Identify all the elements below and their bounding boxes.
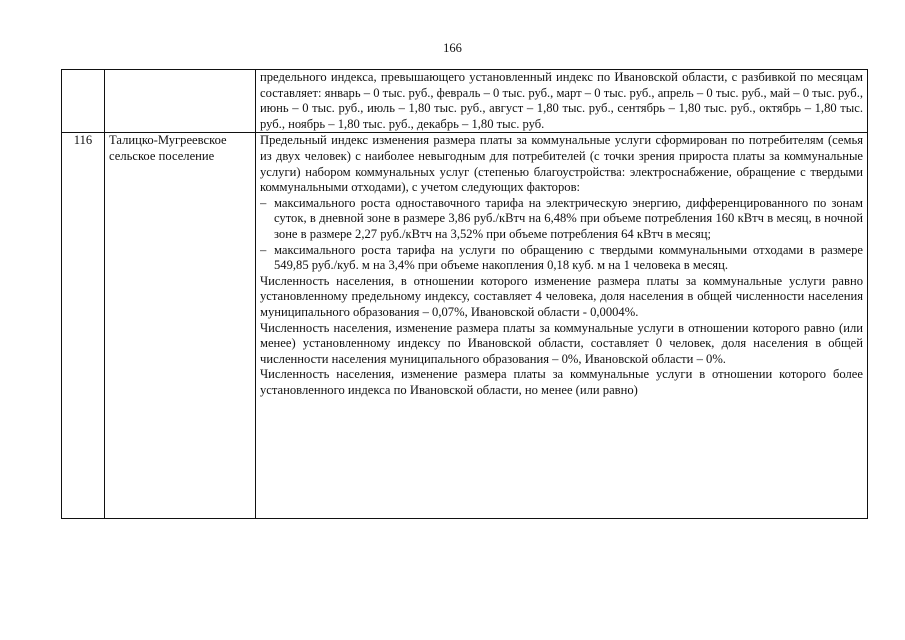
intro-paragraph: Предельный индекс изменения размера платы за коммунальные услуги сформирован по потребителям (семья из двух человек) с наиболее невыгодным для потребителей (с точки зрения прироста платы за коммунальные услуги) набором коммунальных услуг (степенью благоустройства: электроснабжение, обращение с твердыми коммунальными отходами), с учетом следующих факторов: [260, 133, 863, 195]
dash-marker: – [260, 195, 267, 210]
description-content [260, 133, 863, 518]
population-paragraph-equal: Численность населения, в отношении которого изменение размера платы за коммунальные услуги равно установленному предельному индексу, составляет 4 человека, доля населения в общей численности населения муниципального образования – 0,07%, Ивановской области - 0,0004%. [260, 273, 863, 319]
description-cell [256, 133, 868, 519]
row-number-cell [62, 70, 105, 133]
population-paragraph-above: Численность населения, изменение размера платы за коммунальные услуги в отношении которого более установленного индекса по Ивановской области, но менее (или равно) [260, 367, 863, 397]
factor-item [260, 196, 863, 243]
population-paragraph-below: Численность населения, изменение размера платы за коммунальные услуги в отношении которого равно (или менее) установленному индексу по Ивановской области, составляет 0 человек, доля населения в общей численности населения муниципального образования – 0%, Ивановской области – 0%. [260, 320, 863, 366]
table-row [62, 70, 868, 133]
page-number: 166 [443, 41, 462, 55]
municipality-name-cell: Талицко-Мугреевское сельское поселение [105, 133, 256, 519]
municipality-name-cell [105, 70, 256, 133]
row-number-cell: 116 [62, 133, 105, 519]
factor-text: максимального роста тарифа на услуги по обращению с твердыми коммунальными отходами в размере 549,85 руб./куб. м на 3,4% при объеме накопления 0,18 куб. м на 1 человека в месяц. [274, 242, 863, 273]
factor-text: максимального роста одноставочного тарифа на электрическую энергию, дифференцированного по зонам суток, в дневной зоне в размере 3,86 руб./кВтч на 6,48% при объеме потребления 160 кВтч в месяц, в ночной зоне в размере 2,27 руб./кВтч на 3,52% при объеме потребления 64 кВтч в месяц; [274, 195, 863, 241]
table-row [62, 133, 868, 519]
continued-paragraph: предельного индекса, превышающего установленный индекс по Ивановской области, с разбивкой по месяцам составляет: январь – 0 тыс. руб., февраль – 0 тыс. руб., март – 0 тыс. руб., апрель – 0 тыс. руб., май – 0 тыс. руб., июнь – 0 тыс. руб., июль – 1,80 тыс. руб., август – 1,80 тыс. руб., сентябрь – 1,80 тыс. руб., октябрь – 1,80 тыс. руб., ноябрь – 1,80 тыс. руб., декабрь – 1,80 тыс. руб. [260, 70, 863, 131]
factor-item [260, 243, 863, 274]
dash-marker: – [260, 242, 267, 257]
municipalities-table [61, 69, 868, 519]
description-cell [256, 70, 868, 133]
